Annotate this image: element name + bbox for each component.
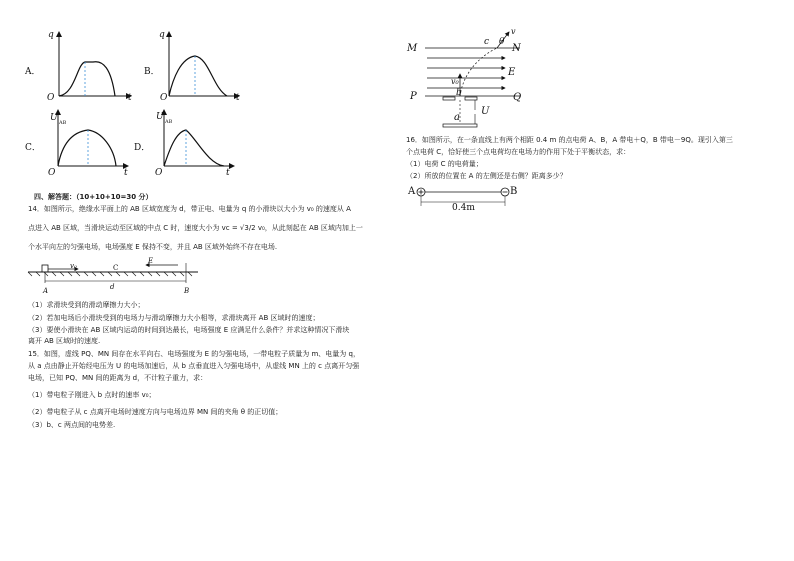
graph-d-ylabel-sub: AB — [165, 119, 173, 125]
q14-fig-b: B — [184, 287, 190, 295]
q14-fig-v0: v₀ — [70, 262, 77, 270]
q15-line3: 电场，已知 PQ、MN 间的距离为 d，不计粒子重力，求： — [28, 374, 208, 382]
q16-fig-dist: 0.4m — [452, 203, 475, 213]
graph-a-xlabel: t — [128, 93, 132, 103]
graph-b-ylabel: q — [159, 30, 165, 40]
graph-c-origin: O — [48, 168, 56, 178]
q15-fig-a: a — [454, 112, 460, 123]
q14-fig-a: A — [43, 287, 49, 295]
q15-fig-q: Q — [513, 92, 522, 103]
graph-d-ylabel: U — [156, 112, 164, 122]
q14-line2: 点进入 AB 区域，当滑块运动至区域的中点 C 时，速度大小为 vc = √3/2 v₀，从此刻起在 AB 区域内加上一 — [28, 224, 363, 232]
graph-b-origin: O — [160, 93, 168, 103]
graph-b-plot — [165, 28, 255, 103]
graph-a-ylabel: q — [48, 30, 54, 40]
q15-line1: 15．如图，虚线 PQ、MN 间存在水平向右、电场强度为 E 的匀强电场，一带电粒子质量为 m、电量为 q， — [28, 350, 360, 358]
q15-sub3: （3）b、c 两点间的电势差. — [28, 421, 116, 429]
option-label-a: A． — [25, 67, 41, 77]
option-label-c: C． — [25, 143, 41, 153]
q14-line1: 14．如图所示，绝缘水平面上的 AB 区域宽度为 d，带正电、电量为 q 的小滑块以大小为 v₀ 的速度从 A — [28, 205, 351, 213]
q14-sub3: （3）要使小滑块在 AB 区域内运动的时间到达最长，电场强度 E 应满足什么条件？并求这种情况下滑块 — [28, 326, 350, 334]
q14-fig-d: d — [110, 283, 115, 291]
q15-fig-n: N — [512, 43, 521, 54]
q14-sub1: （1）求滑块受到的滑动摩擦力大小； — [28, 301, 145, 309]
q14-sub3b: 离开 AB 区域时的速度. — [28, 337, 101, 345]
graph-d-plot — [160, 108, 250, 178]
graph-a-origin: O — [47, 93, 55, 103]
q15-sub2: （2）带电粒子从 c 点离开电场时速度方向与电场边界 MN 间的夹角 θ 的正切值； — [28, 408, 283, 416]
q14-diagram — [28, 255, 208, 295]
q16-fig-b: B — [510, 186, 518, 197]
q16-line2: 个点电荷 C，恰好使三个点电荷均在电场力的作用下处于平衡状态，求： — [406, 148, 631, 156]
q15-fig-u: U — [481, 106, 490, 117]
q15-diagram — [405, 28, 545, 138]
q14-fig-c: C — [113, 264, 119, 272]
graph-c-plot — [54, 108, 144, 178]
q15-fig-v: v — [511, 27, 516, 36]
q15-line2: 从 a 点由静止开始经电压为 U 的电场加速后，从 b 点垂直进入匀强电场中，从虚线 MN 上的 c 点离开匀强 — [28, 362, 360, 370]
graph-a-plot — [55, 28, 145, 103]
graph-c-ylabel-sub: AB — [59, 120, 67, 126]
graph-c-ylabel: U — [50, 113, 58, 123]
q15-fig-b: b — [456, 88, 462, 98]
q15-fig-c: c — [484, 37, 490, 47]
option-label-b: B． — [144, 67, 160, 77]
section-title: 四、解答题：（10+10+10=30 分） — [34, 193, 153, 201]
q14-sub2: （2）若加电场后小滑块受到的电场力与滑动摩擦力大小相等，求滑块离开 AB 区域时的速度； — [28, 314, 320, 322]
graph-d-xlabel: t — [226, 168, 230, 178]
q15-fig-p: P — [410, 91, 417, 102]
q16-sub2: （2）所放的位置在 A 的左侧还是右侧？距离多少？ — [406, 172, 567, 180]
graph-c-xlabel: t — [124, 168, 128, 178]
option-label-d: D． — [134, 143, 151, 153]
q14-line3: 个水平向左的匀强电场，电场强度 E 保持不变，并且 AB 区域外始终不存在电场. — [28, 243, 278, 251]
q16-sub1: （1）电荷 C 的电荷量； — [406, 160, 483, 168]
graph-d-origin: O — [155, 168, 163, 178]
q15-fig-m: M — [407, 43, 418, 54]
q15-fig-v0: v₀ — [451, 77, 459, 86]
q16-line1: 16．如图所示，在一条直线上有两个相距 0.4 m 的点电荷 A、B，A 带电＋Q，B 带电－9Q。现引入第三 — [406, 136, 733, 144]
q15-fig-theta: θ — [499, 37, 505, 47]
q16-fig-a: A — [408, 186, 416, 197]
q15-fig-e: E — [508, 67, 516, 78]
q15-sub1: （1）带电粒子刚进入 b 点时的速率 v₀； — [28, 391, 156, 399]
graph-b-xlabel: t — [236, 93, 240, 103]
q14-fig-e: E — [148, 257, 154, 265]
